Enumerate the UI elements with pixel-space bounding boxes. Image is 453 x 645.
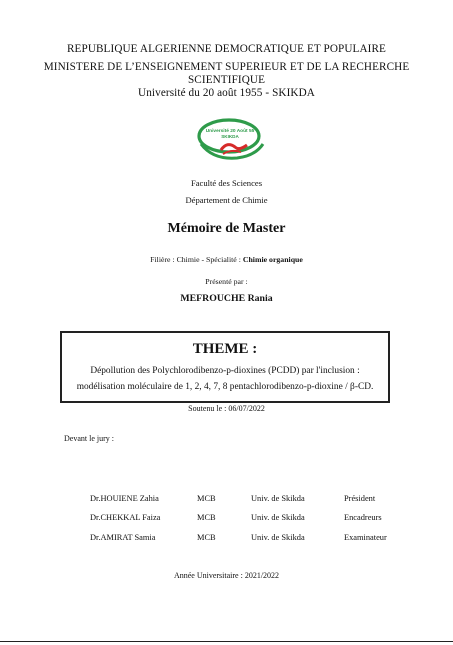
- faculty-name: Faculté des Sciences: [190, 178, 263, 188]
- academic-year: Année Universitaire : 2021/2022: [173, 571, 280, 580]
- jury-role: Président: [344, 494, 376, 503]
- university-name: Université du 20 août 1955 - SKIKDA: [138, 87, 315, 99]
- jury-name: Dr.AMIRAT Samia: [90, 533, 156, 542]
- jury-name: Dr.HOUIENE Zahia: [90, 494, 159, 503]
- theme-box: [60, 331, 390, 403]
- jury-row: [0, 533, 453, 545]
- jury-grade: MCB: [197, 533, 216, 542]
- theme-line1: Dépollution des Polychlorodibenzo-p-dioxines (PCDD) par l'inclusion :: [90, 366, 360, 376]
- defense-date: Soutenu le : 06/07/2022: [188, 404, 265, 413]
- jury-grade: MCB: [197, 513, 216, 522]
- ministry-heading-line1: MINISTERE DE L’ENSEIGNEMENT SUPERIEUR ET DE LA RECHERCHE: [43, 61, 410, 73]
- theme-line2: modélisation moléculaire de 1, 2, 4, 7, 8 pentachlorodibenzo-p-dioxine / β-CD.: [76, 382, 374, 392]
- university-logo: [193, 114, 269, 164]
- jury-university: Univ. de Skikda: [251, 494, 305, 503]
- memoire-title: Mémoire de Master: [167, 221, 286, 236]
- presented-by-label: Présenté par :: [205, 277, 248, 286]
- logo-text-line1: Université 20 Août 55: [205, 129, 255, 134]
- jury-row: [0, 513, 453, 525]
- filiere-line: [0, 255, 453, 264]
- republic-heading: REPUBLIQUE ALGERIENNE DEMOCRATIQUE ET POPULAIRE: [67, 43, 386, 55]
- logo-text-line2: SKIKDA: [221, 134, 239, 139]
- theme-title: THEME :: [192, 341, 258, 357]
- jury-row: [0, 494, 453, 506]
- jury-university: Univ. de Skikda: [251, 533, 305, 542]
- author-name: MEFROUCHE Rania: [180, 293, 273, 304]
- jury-university: Univ. de Skikda: [251, 513, 305, 522]
- ministry-heading-line2: SCIENTIFIQUE: [187, 74, 266, 86]
- specialty-name: Chimie organique: [242, 255, 303, 264]
- jury-role: Examinateur: [344, 533, 387, 542]
- department-name: Département de Chimie: [185, 195, 268, 205]
- jury-grade: MCB: [197, 494, 216, 503]
- page-bottom-rule: [0, 641, 453, 642]
- filiere-prefix: Filière : Chimie - Spécialité :: [150, 255, 243, 264]
- jury-name: Dr.CHEKKAL Faiza: [90, 513, 161, 522]
- jury-label: Devant le jury :: [64, 434, 114, 443]
- jury-role: Encadreurs: [344, 513, 382, 522]
